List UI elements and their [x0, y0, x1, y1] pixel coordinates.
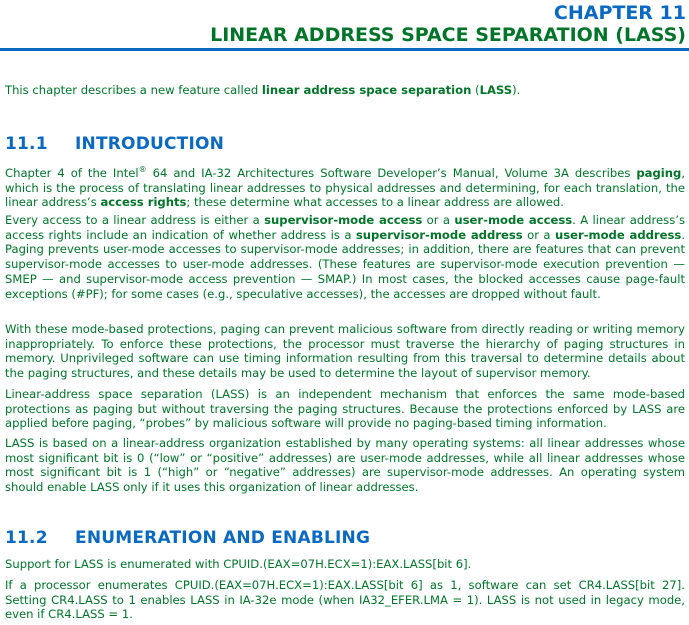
registered-mark: ® — [138, 165, 147, 174]
bold-term: supervisor-mode address — [355, 227, 523, 242]
paragraph: LASS is based on a linear-address organization established by many operating systems: all linear addresses whose most significant bit is 0 (“low” or “positive” addresses) are user-mode addresses, while all linear addresses whose most significant bit is 1 (“high” or “negative” addresses) are supervisor-mode addresses. An operating system should enable LASS only if it uses this organization of linear addresses. — [5, 436, 685, 495]
paragraph — [5, 163, 685, 210]
intro-text: ( — [471, 83, 480, 97]
bold-term: supervisor-mode access — [264, 213, 423, 227]
text: Every access to a linear address is either a — [5, 213, 265, 227]
paragraph: Linear-address space separation (LASS) is an independent mechanism that enforces the same mode-based protections as paging but without traversing the paging structures. Because the protections enforced by LASS are applied before paging, “probes” by malicious software will provide no paging-based timing information. — [5, 387, 685, 431]
bold-term: user-mode address — [554, 227, 682, 242]
text: . Paging prevents user-mode accesses to supervisor-mode addresses; in addition, there are features that can prevent supervisor-mode accesses to user-mode addresses. (These features are supervisor-mode execution prevention — SMEP — and supervisor-mode access prevention — SMAP.) In most cases, the blocked accesses cause page-fault exceptions (#PF); for some cases (e.g., speculative accesses), the accesses are dropped without fault. — [5, 227, 685, 301]
intro-paragraph — [5, 83, 685, 98]
section-title: ENUMERATION AND ENABLING — [75, 528, 371, 548]
paragraph: With these mode-based protections, paging can prevent malicious software from directly reading or writing memory inappropriately. To enforce these protections, the processor must traverse the hierarchy of paging structures in memory. Unprivileged software can use timing information resulting from this traversal to determine details about the paging structures, and these details may be used to determine the layout of supervisor memory. — [5, 322, 685, 381]
bold-term: access rights — [100, 195, 187, 210]
chapter-title: LINEAR ADDRESS SPACE SEPARATION (LASS) — [210, 24, 686, 46]
text: , which is the process of translating linear addresses to physical addresses and determining, for each translation, the linear address’s — [5, 165, 686, 210]
intro-bold-abbrev: LASS — [479, 83, 513, 97]
bold-term: paging — [636, 165, 682, 180]
paragraph: Support for LASS is enumerated with CPUID.(EAX=07H.ECX=1):EAX.LASS[bit 6]. — [5, 557, 472, 571]
section-number: 11.2 — [5, 528, 48, 548]
chapter-header — [210, 3, 686, 46]
paragraph — [5, 213, 685, 301]
section-heading-introduction — [5, 134, 224, 154]
intro-bold-term: linear address space separation — [261, 83, 472, 97]
chapter-number: CHAPTER 11 — [553, 2, 686, 24]
section-number: 11.1 — [5, 134, 48, 154]
text: or a — [422, 213, 455, 227]
section-heading-enumeration — [5, 528, 370, 548]
paragraph: If a processor enumerates CPUID.(EAX=07H.ECX=1):EAX.LASS[bit 6] as 1, software can set CR4.LASS[bit 27]. Setting CR4.LASS to 1 enables LASS in IA-32e mode (when IA32_EFER.LMA = 1). LASS is not used in legacy mode, even if CR4.LASS = 1. — [5, 578, 685, 622]
intro-text: ). — [512, 83, 521, 97]
text: . A linear address’s access rights include an indication of whether address is a — [5, 213, 685, 242]
text: or a — [522, 227, 555, 242]
intro-text: This chapter describes a new feature called — [5, 83, 262, 97]
text: 64 and IA-32 Architectures Software Developer’s Manual, Volume 3A describes — [146, 165, 637, 180]
section-title: INTRODUCTION — [75, 134, 225, 154]
text: Chapter 4 of the Intel — [5, 165, 139, 180]
text: ; these determine what accesses to a linear address are allowed. — [186, 195, 564, 210]
header-rule — [0, 48, 689, 51]
bold-term: user-mode access — [454, 213, 573, 227]
